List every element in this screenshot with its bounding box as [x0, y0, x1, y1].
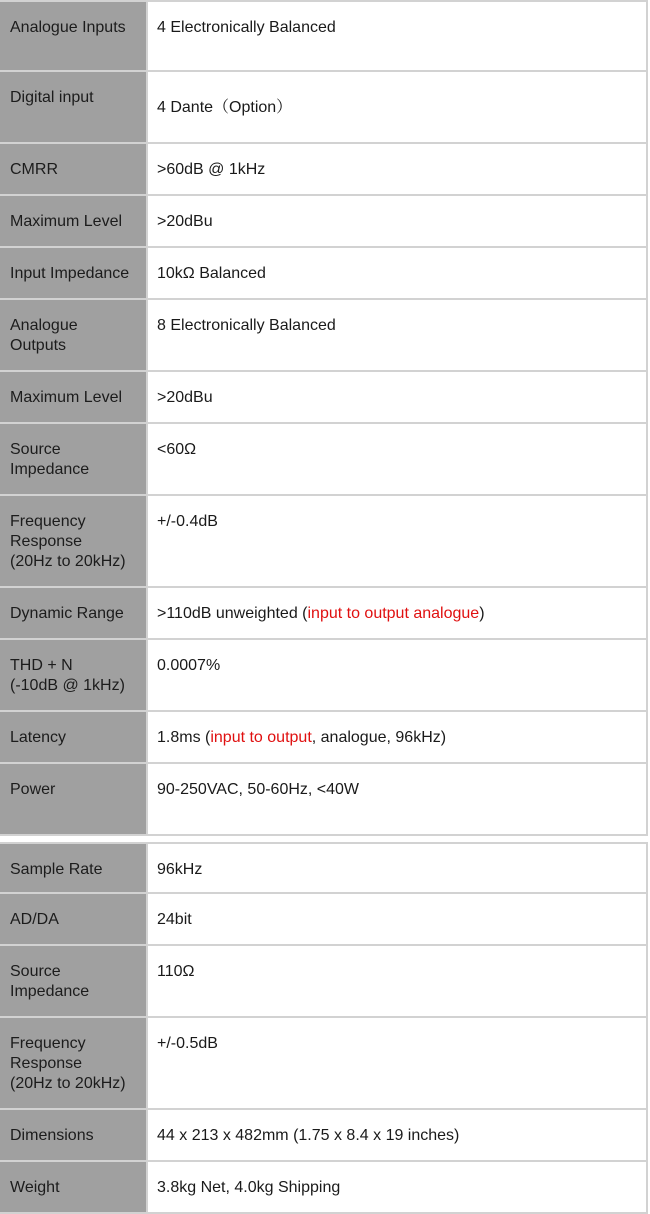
spec-label-line: Response — [10, 533, 83, 550]
spec-label — [0, 712, 146, 762]
spec-value-text: >60dB @ 1kHz — [157, 161, 266, 178]
spec-label-line: Outputs — [10, 337, 67, 354]
spec-label — [0, 1018, 146, 1108]
spec-label-line: (20Hz to 20kHz) — [10, 553, 126, 570]
spec-row — [0, 1162, 648, 1214]
spec-label-line: Input Impedance — [10, 265, 130, 282]
spec-value — [146, 640, 646, 710]
spec-row — [0, 196, 648, 248]
spec-value — [146, 372, 646, 422]
spec-value-text: 4 Electronically Balanced — [157, 19, 336, 36]
spec-value-text: >110dB unweighted ( — [157, 605, 308, 622]
spec-label — [0, 424, 146, 494]
spec-value-text: 44 x 213 x 482mm (1.75 x 8.4 x 19 inches) — [157, 1127, 460, 1144]
spec-label — [0, 248, 146, 298]
spec-label — [0, 496, 146, 586]
spec-label — [0, 640, 146, 710]
spec-value-highlight: input to output analogue — [307, 605, 480, 622]
spec-value-text: 3.8kg Net, 4.0kg Shipping — [157, 1179, 341, 1196]
spec-label-line: Response — [10, 1055, 83, 1072]
spec-value-highlight: input to output — [210, 729, 312, 746]
spec-label-line: Analogue — [10, 317, 78, 334]
spec-label — [0, 372, 146, 422]
spec-row — [0, 640, 648, 712]
spec-label-line: Weight — [10, 1179, 60, 1196]
spec-label-line: AD/DA — [10, 911, 59, 928]
spec-value — [146, 72, 646, 142]
spec-row — [0, 372, 648, 424]
spec-value — [146, 300, 646, 370]
spec-value-text: 0.0007% — [157, 657, 221, 674]
spec-row — [0, 0, 648, 72]
spec-value-text: , analogue, 96kHz) — [311, 729, 447, 746]
spec-value-text: +/-0.5dB — [157, 1035, 218, 1052]
spec-row — [0, 1110, 648, 1162]
spec-value-text: >20dBu — [157, 389, 213, 406]
spec-value — [146, 894, 646, 944]
spec-value-text: 4 Dante（Option） — [157, 99, 293, 116]
spec-label-line: Sample Rate — [10, 861, 103, 878]
spec-label — [0, 764, 146, 834]
spec-value-text: 90-250VAC, 50-60Hz, <40W — [157, 781, 360, 798]
spec-label-line: (-10dB @ 1kHz) — [10, 677, 125, 694]
spec-label-line: Analogue Inputs — [10, 19, 126, 36]
spec-value-text: 96kHz — [157, 861, 203, 878]
spec-label-line: (20Hz to 20kHz) — [10, 1075, 126, 1092]
spec-label — [0, 844, 146, 892]
spec-value-text: 8 Electronically Balanced — [157, 317, 336, 334]
spec-label — [0, 196, 146, 246]
spec-label-line: Digital input — [10, 89, 94, 106]
spec-value-text: ) — [479, 605, 485, 622]
spec-value — [146, 1162, 646, 1212]
spec-row — [0, 248, 648, 300]
spec-label — [0, 72, 146, 142]
spec-value-text: >20dBu — [157, 213, 213, 230]
spec-value — [146, 424, 646, 494]
spec-value — [146, 196, 646, 246]
spec-label-line: Maximum Level — [10, 213, 123, 230]
spec-value-text: 24bit — [157, 911, 192, 928]
spec-row — [0, 946, 648, 1018]
spec-label — [0, 946, 146, 1016]
spec-value — [146, 946, 646, 1016]
spec-value — [146, 712, 646, 762]
spec-label-line: Source — [10, 963, 61, 980]
spec-row — [0, 894, 648, 946]
spec-label-line: Dimensions — [10, 1127, 94, 1144]
spec-value — [146, 1110, 646, 1160]
spec-value — [146, 764, 646, 834]
spec-value-text: +/-0.4dB — [157, 513, 218, 530]
spec-value — [146, 844, 646, 892]
spec-label-line: THD + N — [10, 657, 73, 674]
spec-value-text: 1.8ms ( — [157, 729, 211, 746]
spec-value — [146, 248, 646, 298]
spec-row — [0, 72, 648, 144]
spec-label-line: Maximum Level — [10, 389, 123, 406]
spec-row — [0, 300, 648, 372]
spec-value-text: <60Ω — [157, 441, 197, 458]
spec-label-line: Power — [10, 781, 56, 798]
spec-row — [0, 424, 648, 496]
spec-label-line: Frequency — [10, 1035, 86, 1052]
spec-value — [146, 496, 646, 586]
spec-label — [0, 894, 146, 944]
spec-label-line: CMRR — [10, 161, 58, 178]
spec-row — [0, 588, 648, 640]
spec-group-digital — [0, 842, 650, 1214]
spec-label — [0, 300, 146, 370]
spec-label — [0, 144, 146, 194]
spec-label — [0, 2, 146, 70]
spec-value — [146, 144, 646, 194]
spec-value — [146, 1018, 646, 1108]
spec-row — [0, 144, 648, 196]
spec-row — [0, 496, 648, 588]
spec-value-text: 10kΩ Balanced — [157, 265, 266, 282]
spec-row — [0, 764, 648, 836]
spec-label-line: Impedance — [10, 461, 90, 478]
spec-row — [0, 842, 648, 894]
spec-value — [146, 2, 646, 70]
spec-row — [0, 1018, 648, 1110]
spec-label — [0, 1162, 146, 1212]
spec-label — [0, 588, 146, 638]
spec-value — [146, 588, 646, 638]
spec-label-line: Frequency — [10, 513, 86, 530]
spec-label-line: Impedance — [10, 983, 90, 1000]
spec-label — [0, 1110, 146, 1160]
spec-label-line: Source — [10, 441, 61, 458]
spec-label-line: Dynamic Range — [10, 605, 124, 622]
spec-row — [0, 712, 648, 764]
spec-value-text: 110Ω — [157, 963, 195, 980]
spec-label-line: Latency — [10, 729, 67, 746]
